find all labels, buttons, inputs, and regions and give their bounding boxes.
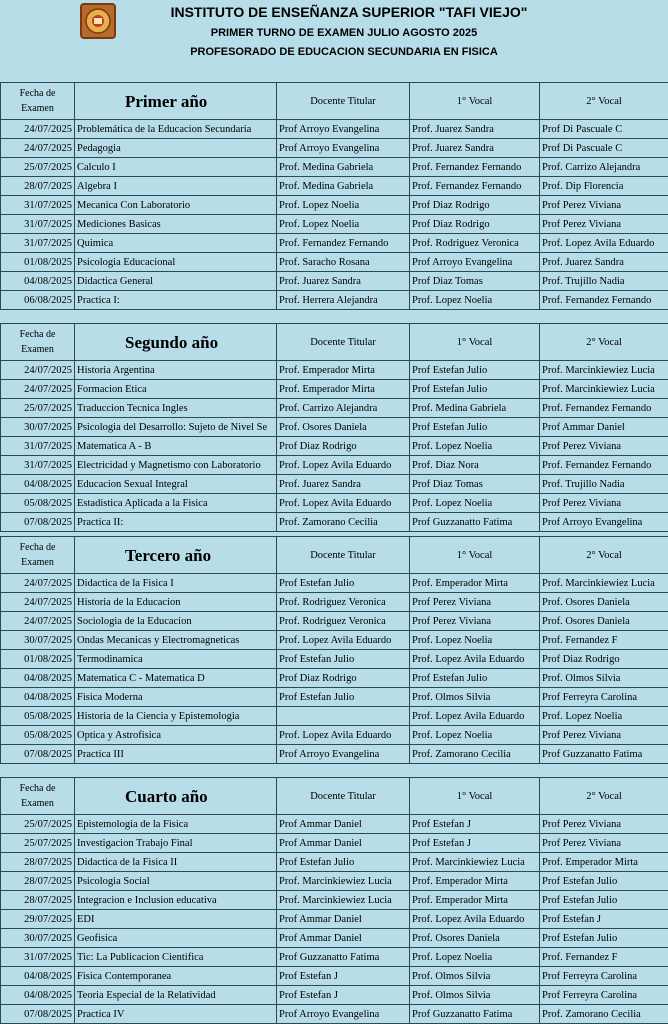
table-row <box>1 456 668 475</box>
docente-titular: Prof Arroyo Evangelina <box>277 120 410 139</box>
exam-date: 28/07/2025 <box>1 872 75 891</box>
fecha-label-1: Fecha de <box>20 783 56 794</box>
exam-date: 04/08/2025 <box>1 986 75 1005</box>
fecha-label-2: Examen <box>21 344 54 355</box>
vocal-2: Prof. Dip Florencia <box>540 177 668 196</box>
docente-titular: Prof. Saracho Rosana <box>277 253 410 272</box>
docente-titular: Prof Guzzanatto Fatima <box>277 948 410 967</box>
docente-titular <box>277 707 410 726</box>
exam-period-subtitle: PRIMER TURNO DE EXAMEN JULIO AGOSTO 2025 <box>0 27 668 39</box>
docente-header: Docente Titular <box>277 778 410 815</box>
subject: Sociologia de la Educacion <box>75 612 277 631</box>
exam-date: 28/07/2025 <box>1 177 75 196</box>
subject: Practica I: <box>75 291 277 310</box>
year-section-table <box>0 323 668 532</box>
vocal-2: Prof. Trujillo Nadia <box>540 475 668 494</box>
vocal-1: Prof Arroyo Evangelina <box>410 253 540 272</box>
vocal-2: Prof. Juarez Sandra <box>540 253 668 272</box>
section-header-row <box>1 83 668 120</box>
vocal-2: Prof. Marcinkiewiez Lucia <box>540 361 668 380</box>
subject: Didactica de la Fisica I <box>75 574 277 593</box>
table-row <box>1 948 668 967</box>
section-header-row <box>1 778 668 815</box>
exam-date: 30/07/2025 <box>1 631 75 650</box>
vocal-1: Prof Diaz Rodrigo <box>410 215 540 234</box>
table-row <box>1 650 668 669</box>
docente-titular: Prof. Emperador Mirta <box>277 380 410 399</box>
vocal-1: Prof. Emperador Mirta <box>410 891 540 910</box>
vocal-2: Prof Ferreyra Carolina <box>540 967 668 986</box>
subject: Matematica C - Matematica D <box>75 669 277 688</box>
docente-titular: Prof. Herrera Alejandra <box>277 291 410 310</box>
exam-date: 24/07/2025 <box>1 120 75 139</box>
vocal-1: Prof. Fernandez Fernando <box>410 177 540 196</box>
subject: Geofisica <box>75 929 277 948</box>
vocal-2: Prof Perez Viviana <box>540 437 668 456</box>
exam-date: 28/07/2025 <box>1 853 75 872</box>
fecha-label-1: Fecha de <box>20 88 56 99</box>
vocal-2: Prof Di Pascuale C <box>540 139 668 158</box>
subject: Algebra I <box>75 177 277 196</box>
exam-date: 31/07/2025 <box>1 437 75 456</box>
institute-title: INSTITUTO DE ENSEÑANZA SUPERIOR "TAFI VIEJO" <box>0 4 668 20</box>
docente-titular: Prof. Medina Gabriela <box>277 177 410 196</box>
table-row <box>1 475 668 494</box>
fecha-header <box>1 324 75 361</box>
vocal-1: Prof. Osores Daniela <box>410 929 540 948</box>
table-row <box>1 196 668 215</box>
vocal-1: Prof. Diaz Nora <box>410 456 540 475</box>
vocal-2: Prof. Fernandez F <box>540 631 668 650</box>
docente-titular: Prof. Lopez Avila Eduardo <box>277 726 410 745</box>
fecha-header <box>1 83 75 120</box>
exam-schedule <box>0 78 668 1024</box>
docente-titular: Prof. Rodriguez Veronica <box>277 612 410 631</box>
vocal-1: Prof Perez Viviana <box>410 612 540 631</box>
table-row <box>1 418 668 437</box>
vocal-2: Prof Perez Viviana <box>540 494 668 513</box>
vocal-1: Prof. Lopez Noelia <box>410 948 540 967</box>
docente-titular: Prof Ammar Daniel <box>277 834 410 853</box>
subject: Historia Argentina <box>75 361 277 380</box>
vocal-1: Prof. Olmos Silvia <box>410 986 540 1005</box>
docente-titular: Prof Ammar Daniel <box>277 815 410 834</box>
vocal-1: Prof. Lopez Avila Eduardo <box>410 707 540 726</box>
subject: Estadistica Aplicada a la Fisica <box>75 494 277 513</box>
vocal-2: Prof. Osores Daniela <box>540 612 668 631</box>
exam-date: 07/08/2025 <box>1 513 75 532</box>
fecha-label-1: Fecha de <box>20 542 56 553</box>
table-row <box>1 707 668 726</box>
subject: Investigacion Trabajo Final <box>75 834 277 853</box>
exam-date: 28/07/2025 <box>1 891 75 910</box>
vocal-2: Prof. Osores Daniela <box>540 593 668 612</box>
docente-header: Docente Titular <box>277 324 410 361</box>
vocal-2: Prof Estefan J <box>540 910 668 929</box>
vocal-1: Prof Diaz Tomas <box>410 272 540 291</box>
docente-titular: Prof. Lopez Avila Eduardo <box>277 456 410 475</box>
vocal-2: Prof Perez Viviana <box>540 815 668 834</box>
vocal-1: Prof. Lopez Noelia <box>410 494 540 513</box>
year-section-table <box>0 777 668 1024</box>
subject: EDI <box>75 910 277 929</box>
subject: Termodinamica <box>75 650 277 669</box>
docente-titular: Prof. Zamorano Cecilia <box>277 513 410 532</box>
vocal-1: Prof. Juarez Sandra <box>410 120 540 139</box>
exam-date: 05/08/2025 <box>1 494 75 513</box>
docente-titular: Prof. Rodriguez Veronica <box>277 593 410 612</box>
subject: Quimica <box>75 234 277 253</box>
exam-date: 24/07/2025 <box>1 593 75 612</box>
exam-date: 31/07/2025 <box>1 196 75 215</box>
exam-date: 04/08/2025 <box>1 688 75 707</box>
table-row <box>1 291 668 310</box>
vocal-2: Prof Estefan Julio <box>540 929 668 948</box>
exam-date: 24/07/2025 <box>1 361 75 380</box>
vocal-1: Prof. Olmos Silvia <box>410 688 540 707</box>
docente-titular: Prof. Lopez Avila Eduardo <box>277 494 410 513</box>
vocal-1: Prof. Marcinkiewiez Lucia <box>410 853 540 872</box>
docente-titular: Prof Arroyo Evangelina <box>277 1005 410 1024</box>
exam-date: 31/07/2025 <box>1 948 75 967</box>
docente-titular: Prof. Marcinkiewiez Lucia <box>277 891 410 910</box>
exam-date: 24/07/2025 <box>1 380 75 399</box>
exam-date: 31/07/2025 <box>1 456 75 475</box>
docente-titular: Prof. Juarez Sandra <box>277 272 410 291</box>
exam-date: 31/07/2025 <box>1 234 75 253</box>
exam-date: 29/07/2025 <box>1 910 75 929</box>
subject: Fisica Moderna <box>75 688 277 707</box>
vocal-2: Prof. Lopez Noelia <box>540 707 668 726</box>
vocal-1: Prof Estefan Julio <box>410 418 540 437</box>
vocal-2: Prof Ferreyra Carolina <box>540 688 668 707</box>
vocal-2: Prof Ammar Daniel <box>540 418 668 437</box>
subject: Matematica A - B <box>75 437 277 456</box>
vocal-1: Prof Guzzanatto Fatima <box>410 513 540 532</box>
table-row <box>1 120 668 139</box>
docente-header: Docente Titular <box>277 537 410 574</box>
table-row <box>1 234 668 253</box>
table-row <box>1 494 668 513</box>
docente-titular: Prof. Lopez Noelia <box>277 215 410 234</box>
subject: Psicologia del Desarrollo: Sujeto de Nivel Se <box>75 418 277 437</box>
vocal-1: Prof Guzzanatto Fatima <box>410 1005 540 1024</box>
vocal-1: Prof Estefan J <box>410 834 540 853</box>
docente-titular: Prof Estefan Julio <box>277 853 410 872</box>
table-row <box>1 834 668 853</box>
subject: Problemática de la Educacion Secundaria <box>75 120 277 139</box>
vocal-1: Prof. Lopez Noelia <box>410 726 540 745</box>
vocal1-header: 1° Vocal <box>410 537 540 574</box>
table-row <box>1 593 668 612</box>
subject: Didactica General <box>75 272 277 291</box>
subject: Calculo I <box>75 158 277 177</box>
docente-titular: Prof Ammar Daniel <box>277 929 410 948</box>
year-title: Cuarto año <box>75 778 277 815</box>
vocal-2: Prof. Fernandez F <box>540 948 668 967</box>
year-section-table <box>0 82 668 310</box>
table-row <box>1 967 668 986</box>
docente-titular: Prof. Osores Daniela <box>277 418 410 437</box>
vocal-1: Prof Estefan Julio <box>410 669 540 688</box>
docente-header: Docente Titular <box>277 83 410 120</box>
subject: Formacion Etica <box>75 380 277 399</box>
vocal-2: Prof Ferreyra Carolina <box>540 986 668 1005</box>
vocal-2: Prof Estefan Julio <box>540 891 668 910</box>
vocal-2: Prof. Lopez Avila Eduardo <box>540 234 668 253</box>
subject: Ondas Mecanicas y Electromagneticas <box>75 631 277 650</box>
table-row <box>1 513 668 532</box>
vocal2-header: 2° Vocal <box>540 778 668 815</box>
vocal-2: Prof. Marcinkiewiez Lucia <box>540 380 668 399</box>
exam-date: 01/08/2025 <box>1 650 75 669</box>
exam-date: 01/08/2025 <box>1 253 75 272</box>
table-row <box>1 929 668 948</box>
vocal-1: Prof. Emperador Mirta <box>410 574 540 593</box>
exam-date: 24/07/2025 <box>1 139 75 158</box>
table-row <box>1 853 668 872</box>
subject: Epistemologia de la Fisica <box>75 815 277 834</box>
exam-date: 07/08/2025 <box>1 1005 75 1024</box>
exam-date: 25/07/2025 <box>1 158 75 177</box>
exam-date: 24/07/2025 <box>1 574 75 593</box>
vocal-2: Prof Di Pascuale C <box>540 120 668 139</box>
docente-titular: Prof Estefan J <box>277 967 410 986</box>
docente-titular: Prof Estefan Julio <box>277 574 410 593</box>
docente-titular: Prof Diaz Rodrigo <box>277 669 410 688</box>
vocal-1: Prof. Olmos Silvia <box>410 967 540 986</box>
table-row <box>1 361 668 380</box>
subject: Practica II: <box>75 513 277 532</box>
docente-titular: Prof. Lopez Avila Eduardo <box>277 631 410 650</box>
subject: Didactica de la Fisica II <box>75 853 277 872</box>
vocal-2: Prof Perez Viviana <box>540 834 668 853</box>
table-row <box>1 726 668 745</box>
exam-date: 04/08/2025 <box>1 475 75 494</box>
exam-date: 31/07/2025 <box>1 215 75 234</box>
exam-date: 06/08/2025 <box>1 291 75 310</box>
subject: Mediciones Basicas <box>75 215 277 234</box>
year-title: Segundo año <box>75 324 277 361</box>
year-title: Tercero año <box>75 537 277 574</box>
docente-titular: Prof. Carrizo Alejandra <box>277 399 410 418</box>
vocal-1: Prof Diaz Tomas <box>410 475 540 494</box>
exam-date: 04/08/2025 <box>1 272 75 291</box>
table-row <box>1 1005 668 1024</box>
vocal-2: Prof Perez Viviana <box>540 726 668 745</box>
table-row <box>1 688 668 707</box>
vocal-2: Prof Arroyo Evangelina <box>540 513 668 532</box>
vocal-1: Prof Estefan Julio <box>410 361 540 380</box>
year-title: Primer año <box>75 83 277 120</box>
fecha-label-2: Examen <box>21 103 54 114</box>
vocal-1: Prof Estefan J <box>410 815 540 834</box>
vocal-2: Prof. Marcinkiewiez Lucia <box>540 574 668 593</box>
vocal-1: Prof. Fernandez Fernando <box>410 158 540 177</box>
subject: Electricidad y Magnetismo con Laboratorio <box>75 456 277 475</box>
subject: Psicologia Social <box>75 872 277 891</box>
subject: Teoria Especial de la Relatividad <box>75 986 277 1005</box>
vocal-1: Prof. Lopez Noelia <box>410 437 540 456</box>
vocal-1: Prof. Zamorano Cecilia <box>410 745 540 764</box>
docente-titular: Prof. Juarez Sandra <box>277 475 410 494</box>
vocal-2: Prof. Fernandez Fernando <box>540 291 668 310</box>
vocal-1: Prof. Juarez Sandra <box>410 139 540 158</box>
vocal-2: Prof. Zamorano Cecilia <box>540 1005 668 1024</box>
vocal-1: Prof. Lopez Avila Eduardo <box>410 650 540 669</box>
vocal-2: Prof. Emperador Mirta <box>540 853 668 872</box>
docente-titular: Prof. Lopez Noelia <box>277 196 410 215</box>
docente-titular: Prof Arroyo Evangelina <box>277 139 410 158</box>
exam-date: 05/08/2025 <box>1 726 75 745</box>
table-row <box>1 986 668 1005</box>
vocal-2: Prof. Carrizo Alejandra <box>540 158 668 177</box>
vocal-2: Prof Estefan Julio <box>540 872 668 891</box>
subject: Historia de la Ciencia y Epistemologia <box>75 707 277 726</box>
vocal-1: Prof. Lopez Noelia <box>410 291 540 310</box>
vocal-2: Prof. Fernandez Fernando <box>540 399 668 418</box>
vocal-1: Prof Estefan Julio <box>410 380 540 399</box>
subject: Fisica Contemporanea <box>75 967 277 986</box>
table-row <box>1 139 668 158</box>
section-header-row <box>1 324 668 361</box>
table-row <box>1 272 668 291</box>
vocal1-header: 1° Vocal <box>410 83 540 120</box>
vocal-2: Prof. Fernandez Fernando <box>540 456 668 475</box>
docente-titular: Prof. Emperador Mirta <box>277 361 410 380</box>
subject: Traduccion Tecnica Ingles <box>75 399 277 418</box>
vocal2-header: 2° Vocal <box>540 83 668 120</box>
subject: Pedagogia <box>75 139 277 158</box>
table-row <box>1 399 668 418</box>
subject: Psicologia Educacional <box>75 253 277 272</box>
vocal-2: Prof Perez Viviana <box>540 196 668 215</box>
table-row <box>1 177 668 196</box>
table-row <box>1 745 668 764</box>
vocal-2: Prof Guzzanatto Fatima <box>540 745 668 764</box>
page-header <box>0 0 668 78</box>
fecha-header <box>1 778 75 815</box>
exam-date: 24/07/2025 <box>1 612 75 631</box>
docente-titular: Prof. Marcinkiewiez Lucia <box>277 872 410 891</box>
vocal-2: Prof. Olmos Silvia <box>540 669 668 688</box>
docente-titular: Prof Arroyo Evangelina <box>277 745 410 764</box>
fecha-label-2: Examen <box>21 798 54 809</box>
program-subtitle: PROFESORADO DE EDUCACION SECUNDARIA EN FISICA <box>0 46 668 58</box>
subject: Tic: La Publicacion Cientifica <box>75 948 277 967</box>
table-row <box>1 380 668 399</box>
subject: Optica y Astrofisica <box>75 726 277 745</box>
table-row <box>1 612 668 631</box>
exam-date: 25/07/2025 <box>1 834 75 853</box>
exam-date: 04/08/2025 <box>1 669 75 688</box>
subject: Historia de la Educacion <box>75 593 277 612</box>
section-spacer <box>0 764 668 777</box>
vocal1-header: 1° Vocal <box>410 324 540 361</box>
table-row <box>1 872 668 891</box>
fecha-label-2: Examen <box>21 557 54 568</box>
docente-titular: Prof. Medina Gabriela <box>277 158 410 177</box>
table-row <box>1 158 668 177</box>
table-row <box>1 253 668 272</box>
docente-titular: Prof Estefan Julio <box>277 688 410 707</box>
vocal-1: Prof Perez Viviana <box>410 593 540 612</box>
exam-date: 30/07/2025 <box>1 418 75 437</box>
vocal-1: Prof. Lopez Avila Eduardo <box>410 910 540 929</box>
section-spacer <box>0 310 668 323</box>
table-row <box>1 669 668 688</box>
docente-titular: Prof Estefan Julio <box>277 650 410 669</box>
exam-date: 05/08/2025 <box>1 707 75 726</box>
table-row <box>1 574 668 593</box>
fecha-header <box>1 537 75 574</box>
vocal-1: Prof Diaz Rodrigo <box>410 196 540 215</box>
vocal-2: Prof Diaz Rodrigo <box>540 650 668 669</box>
vocal2-header: 2° Vocal <box>540 537 668 574</box>
vocal-1: Prof. Rodriguez Veronica <box>410 234 540 253</box>
exam-date: 04/08/2025 <box>1 967 75 986</box>
table-row <box>1 815 668 834</box>
vocal-2: Prof Perez Viviana <box>540 215 668 234</box>
vocal-1: Prof. Lopez Noelia <box>410 631 540 650</box>
table-row <box>1 891 668 910</box>
vocal-1: Prof. Medina Gabriela <box>410 399 540 418</box>
docente-titular: Prof Ammar Daniel <box>277 910 410 929</box>
docente-titular: Prof. Fernandez Fernando <box>277 234 410 253</box>
exam-date: 30/07/2025 <box>1 929 75 948</box>
exam-date: 07/08/2025 <box>1 745 75 764</box>
exam-date: 25/07/2025 <box>1 815 75 834</box>
table-row <box>1 910 668 929</box>
exam-date: 25/07/2025 <box>1 399 75 418</box>
section-header-row <box>1 537 668 574</box>
subject: Integracion e Inclusion educativa <box>75 891 277 910</box>
year-section-table <box>0 536 668 764</box>
subject: Educacion Sexual Integral <box>75 475 277 494</box>
vocal2-header: 2° Vocal <box>540 324 668 361</box>
docente-titular: Prof Diaz Rodrigo <box>277 437 410 456</box>
table-row <box>1 631 668 650</box>
fecha-label-1: Fecha de <box>20 329 56 340</box>
subject: Mecanica Con Laboratorio <box>75 196 277 215</box>
table-row <box>1 215 668 234</box>
vocal1-header: 1° Vocal <box>410 778 540 815</box>
table-row <box>1 437 668 456</box>
vocal-1: Prof. Emperador Mirta <box>410 872 540 891</box>
subject: Practica III <box>75 745 277 764</box>
subject: Practica IV <box>75 1005 277 1024</box>
vocal-2: Prof. Trujillo Nadia <box>540 272 668 291</box>
docente-titular: Prof Estefan J <box>277 986 410 1005</box>
